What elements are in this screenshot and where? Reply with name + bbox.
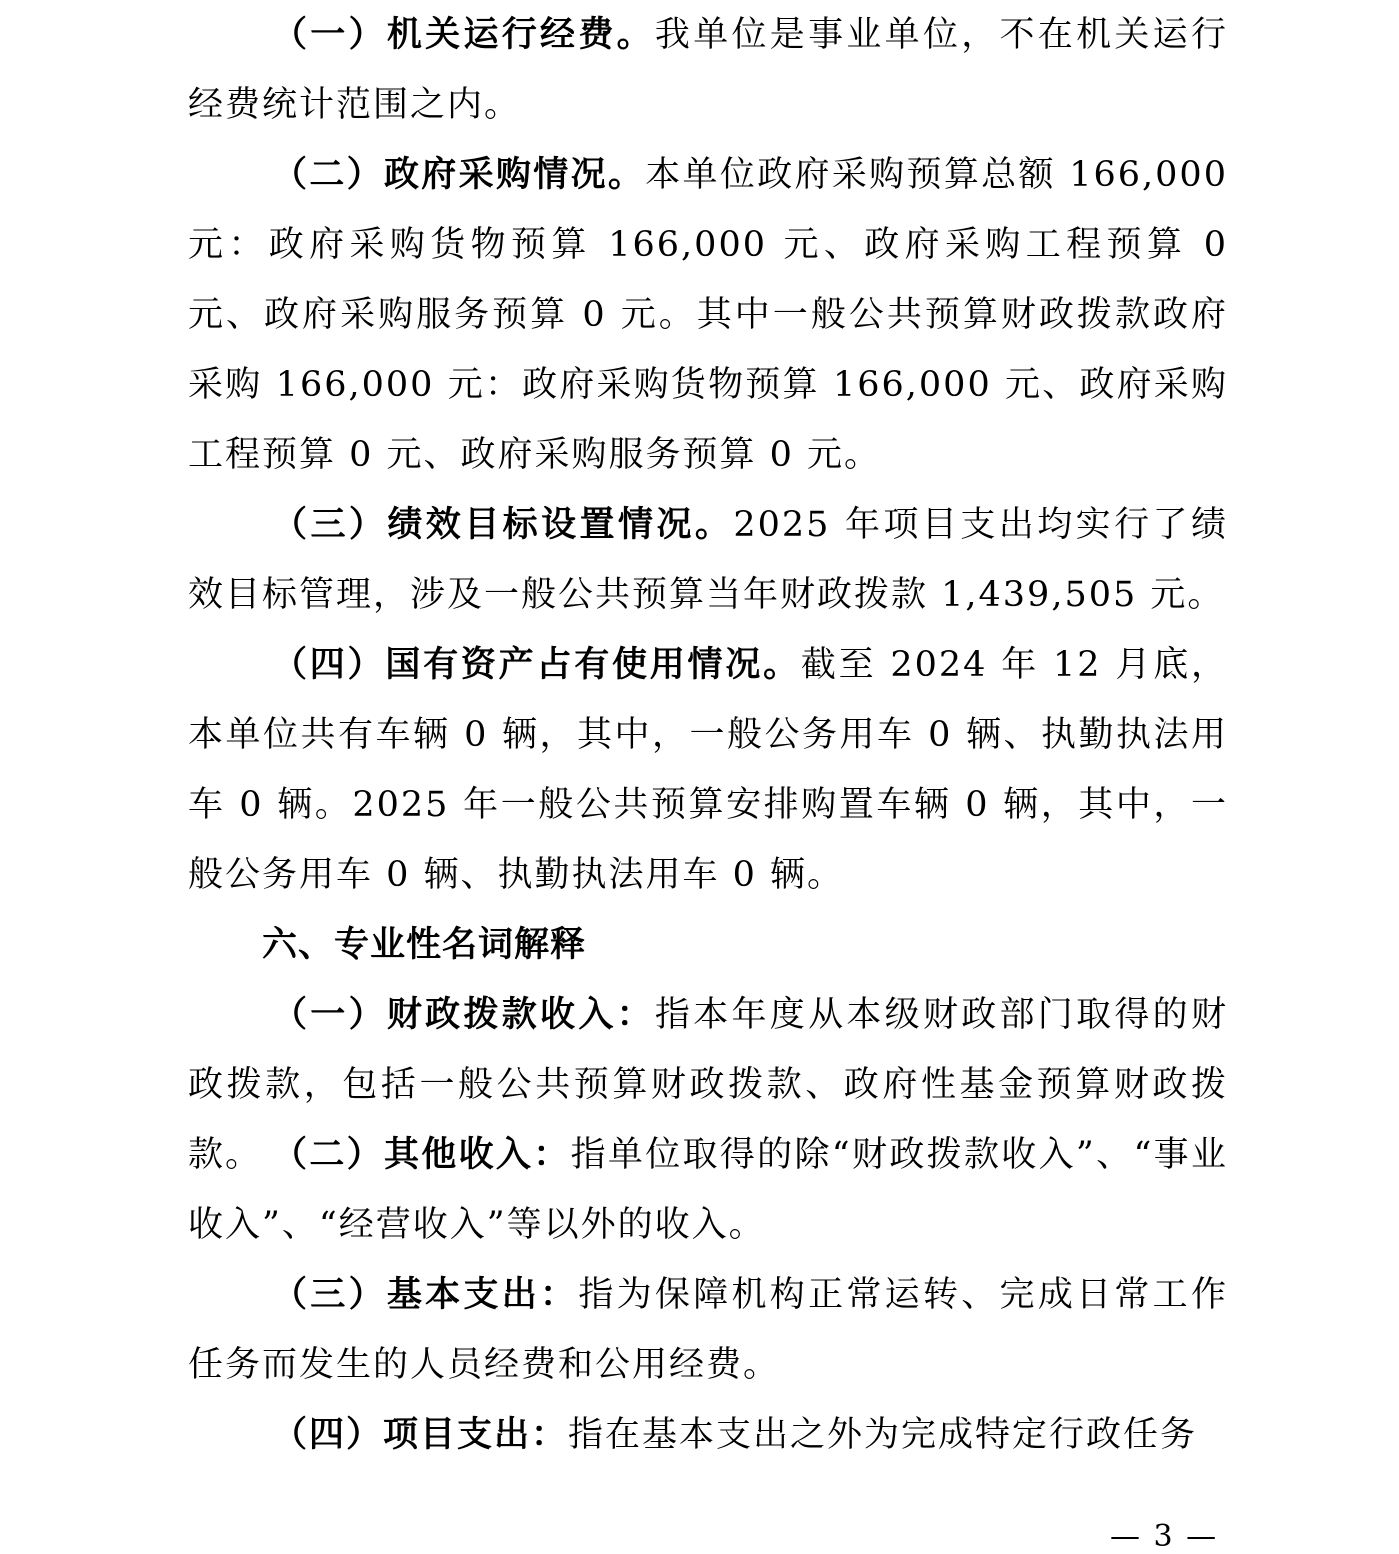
definition-body: 指本年度从本级财政部门取得的财政拨款，包括一般公共预算财政拨款、政府性基金预算财政拨款。 [188,995,1228,1175]
paragraph-body: 本单位政府采购预算总额 166,000 元：政府采购货物预算 166,000 元、政府采购工程预算 0 元、政府采购服务预算 0 元。其中一般公共预算财政拨款政府采购 166,000 元：政府采购货物预算 166,000 元、政府采购工程预算 0 元、政府采购服务预算 0 元。 [188,155,1228,475]
definition-heading: （三）基本支出： [272,1274,579,1315]
paragraph-heading: （一）机关运行经费。 [272,14,655,55]
definition-heading: （二）其他收入： [272,1134,571,1175]
definition-project-expenditure [188,1400,1228,1470]
page-number: — 3 — [1110,1519,1219,1554]
paragraph-government-procurement [188,140,1228,490]
paragraph-operating-expenses [188,0,1228,140]
paragraph-body: 截至 2024 年 12 月底，本单位共有车辆 0 辆，其中，一般公务用车 0 辆、执勤执法用车 0 辆。2025 年一般公共预算安排购置车辆 0 辆，其中，一般公务用车 0 辆、执勤执法用车 0 辆。 [188,645,1228,895]
definition-heading: （四）项目支出： [272,1414,569,1455]
paragraph-heading: （三）绩效目标设置情况。 [272,504,734,545]
definition-body: 指在基本支出之外为完成特定行政任务 [568,1415,1198,1455]
definition-other-income [188,1120,1228,1260]
paragraph-heading: （二）政府采购情况。 [272,154,646,195]
paragraph-state-assets [188,630,1228,910]
definition-body: 指单位取得的除“财政拨款收入”、“事业收入”、“经营收入”等以外的收入。 [188,1135,1228,1245]
definition-body: 指为保障机构正常运转、完成日常工作任务而发生的人员经费和公用经费。 [188,1275,1228,1385]
definition-heading: （一）财政拨款收入： [272,994,655,1035]
section-title: 六、专业性名词解释 [262,925,587,965]
paragraph-body: 2025 年项目支出均实行了绩效目标管理，涉及一般公共预算当年财政拨款 1,439,505 元。 [188,505,1228,615]
definition-basic-expenditure [188,1260,1228,1400]
paragraph-performance-targets [188,490,1228,630]
paragraph-body: 我单位是事业单位，不在机关运行经费统计范围之内。 [188,15,1228,125]
paragraph-heading: （四）国有资产占有使用情况。 [272,644,801,685]
